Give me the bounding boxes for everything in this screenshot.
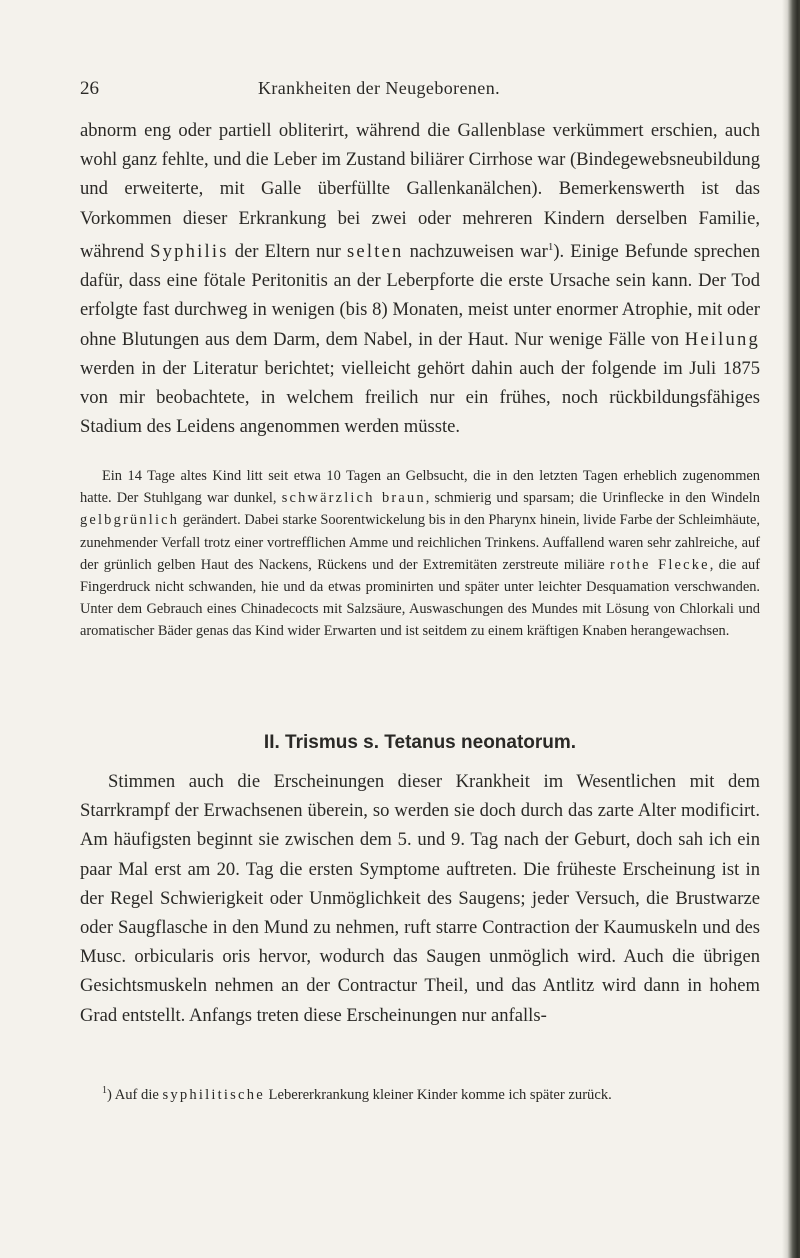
section-heading: II. Trismus s. Tetanus neonatorum. [263,732,577,753]
paragraph-text: werden in der Literatur berichtet; vielleicht gehört dahin auch der folgende im Juli 1875 von mir beobachtete, in welchem freilich nur ein frühes, noch rückbildungsfähiges Stadium des Leidens angenommen werden müsste. [80,357,760,438]
paragraph-text: abnorm eng oder partiell obliterirt, während die Gallenblase verkümmert erschien, auch wohl ganz fehlte, und die Leber im Zustand biliärer Cirrhose war (Bindegewebsneubildung und erweiterte, mit Galle überfüllte Gallenkanälchen). Bemerkenswerth ist das Vorkommen dieser Erkrankung bei zwei oder mehreren Kindern derselben Familie, während [80,120,760,262]
emphasis-schwaerzlich-braun: schwärzlich braun [281,490,426,507]
paragraph-text: der Eltern nur [228,241,347,262]
paragraph-trismus: Stimmen auch die Erscheinungen dieser Krankheit im Wesentlichen mit dem Starrkrampf der Erwachsenen überein, so werden sie doch durch das zarte Alter modificirt. Am häufigsten beginnt sie zwischen dem 5. und 9. Tag nach der Geburt, doch sah ich ein paar Mal erst am 20. Tag die ersten Symptome auftreten. Die früheste Erscheinung ist in der Regel Schwierigkeit oder Unmöglichkeit des Saugens; jeder Versuch, die Brustwarze oder Saugflasche in den Mund zu nehmen, ruft starre Contraction der Kaumuskeln und des Musc. orbicularis oris hervor, wodurch das Saugen unmöglich wird. Auch die übrigen Gesichtsmuskeln nehmen an der Contractur Theil, und das Antlitz wird dann in hohem Grad entstellt. Anfangs treten diese Erscheinungen nur anfalls- [80,771,760,1026]
emphasis-rothe-flecke: rothe Flecke [609,556,710,573]
emphasis-syphilitische: syphilitische [162,1086,265,1103]
emphasis-selten: selten [346,241,404,262]
case-report [80,465,760,643]
footnote [80,1080,760,1106]
running-head: Krankheiten der Neugeborenen. [258,78,500,98]
case-text: gerändert. Dabei starke Soorentwickelung bis in den Pharynx hinein, livide Farbe der Schleimhäute, zunehmender Verfall trotz einer vortrefflichen Amme und reichlichen Trinkens. Auffallend waren sehr zahlreiche, auf der grünlich gelben Haut des Nackens, Rückens und der Extremitäten zerstreute miliäre [80,512,760,573]
emphasis-syphilis: Syphilis [150,241,229,262]
page-header [80,78,760,102]
footnote-marker: 1 [102,1085,107,1096]
page-edge-shadow [782,0,800,1258]
footnote-text: Lebererkrankung kleiner Kinder komme ich später zurück. [264,1086,612,1103]
footnote-text: ) Auf die [107,1086,163,1103]
emphasis-gelbgruenlich: gelbgrünlich [80,512,180,529]
paragraph-biliary-atresia [80,116,760,441]
paragraph-text: nachzuweisen war [403,241,548,262]
page-number: 26 [80,78,99,99]
case-text: , die auf Fingerdruck nicht schwanden, hie und da etwas prominirten und später unter leichter Desquamation verschwanden. Unter dem Gebrauch eines Chinadecocts mit Salzsäure, Auswaschungen des Mundes mit Lösung von Chlorkali und aromatischer Bäder genas das Kind wider Erwarten und ist seitdem zu einem kräftigen Knaben herangewachsen. [80,556,760,640]
case-text: , schmierig und sparsam; die Urinflecke in den Windeln [425,490,760,507]
paragraph-text: ). Einige Befunde sprechen dafür, dass eine fötale Peritonitis an der Leberpforte die erste Ursache sein kann. Der Tod erfolgte fast durchweg in wenigen (bis 8) Monaten, meist unter enormer Atrophie, mit oder ohne Blutungen aus dem Darm, dem Nabel, in der Haut. Nur wenige Fälle von [80,241,760,350]
emphasis-heilung: Heilung [684,328,760,350]
case-text: Ein 14 Tage altes Kind litt seit etwa 10 Tagen an Gelbsucht, die in den letzten Tagen erheblich zugenommen hatte. Der Stuhlgang war dunkel, [80,468,760,507]
footnote-reference[interactable]: 1 [547,240,554,253]
